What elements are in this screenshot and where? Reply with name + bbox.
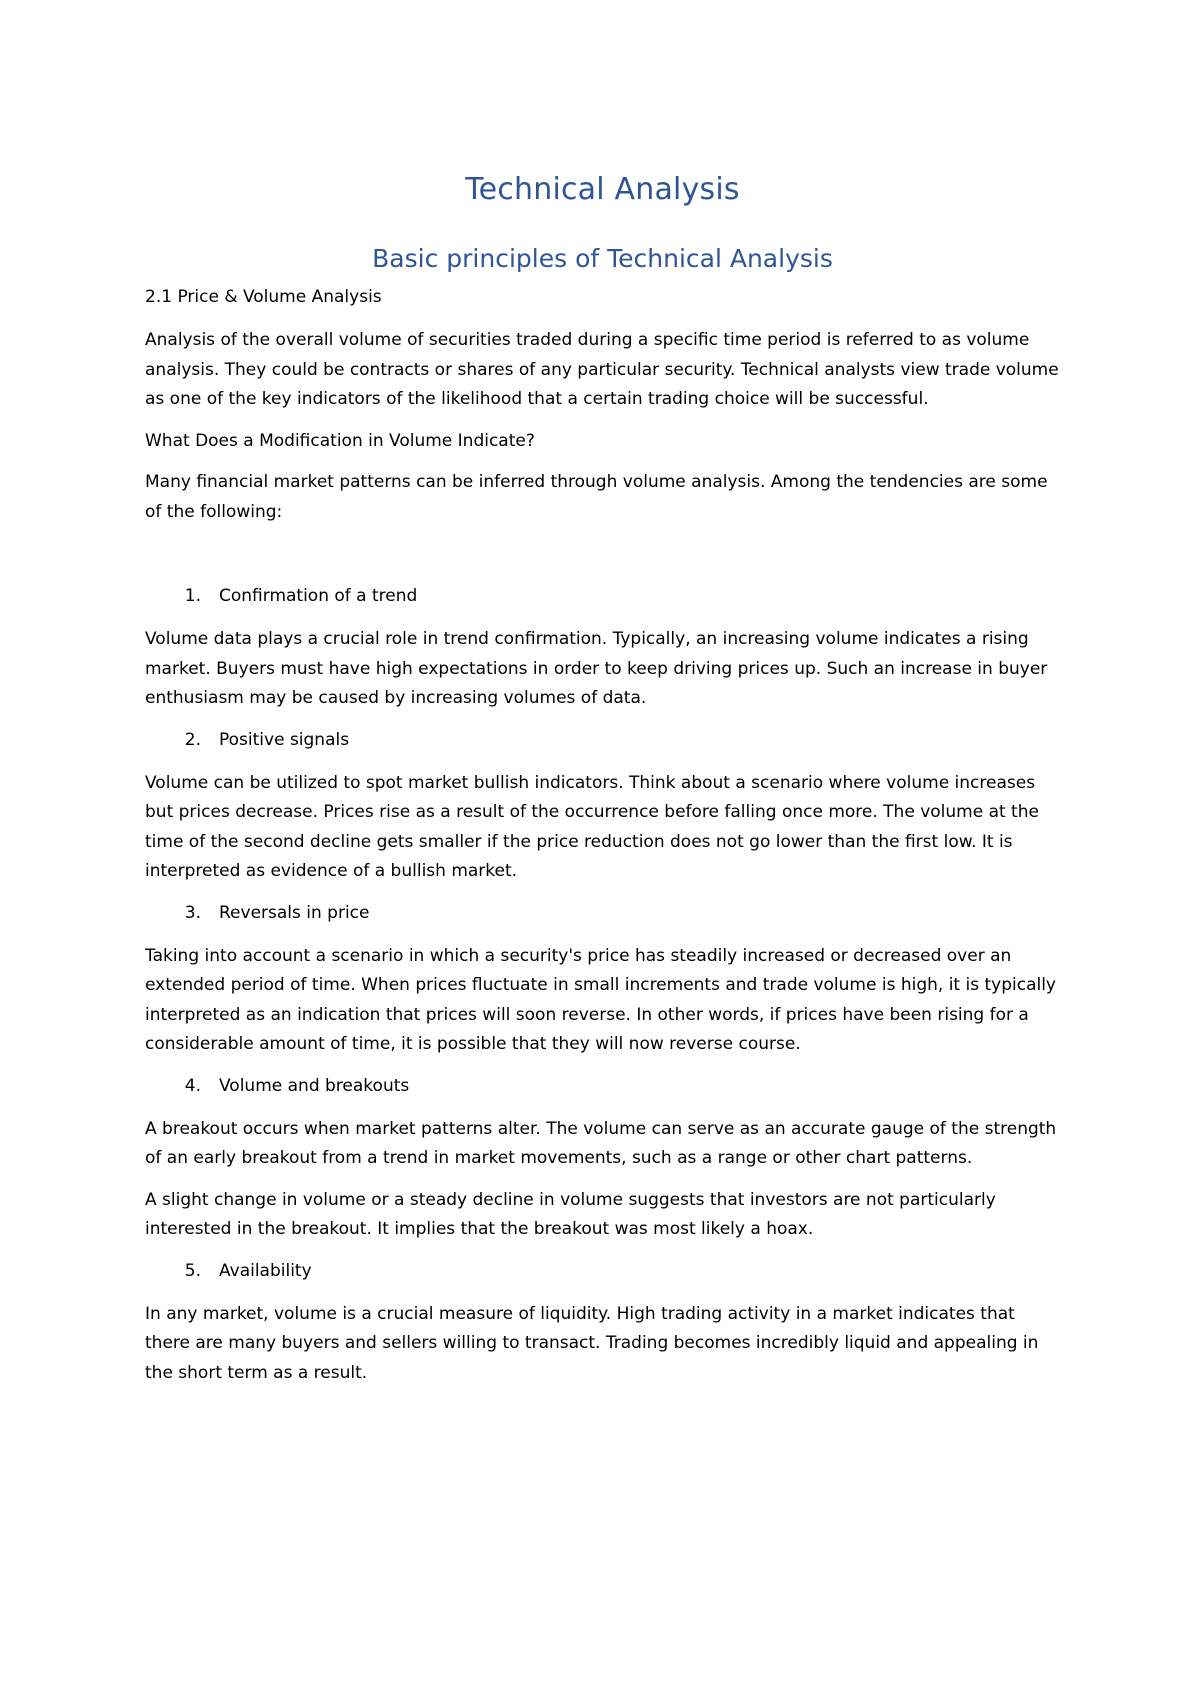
list-item-breakouts	[145, 1072, 1060, 1101]
patterns-paragraph: Many financial market patterns can be inferred through volume analysis. Among the tendencies are some of the following:	[145, 472, 1048, 522]
intro-paragraph: Analysis of the overall volume of securities traded during a specific time period is referred to as volume analysis. They could be contracts or shares of any particular security. Technical analysts view trade volume as one of the key indicators of the likelihood that a certain trading choice will be successful.	[145, 330, 1059, 409]
document-title: Technical Analysis	[465, 172, 740, 207]
list-item-confirmation	[145, 582, 1060, 611]
list-item-title: Positive signals	[219, 729, 350, 750]
list-item-title: Availability	[219, 1260, 312, 1281]
item-paragraph: Taking into account a scenario in which a security's price has steadily increased or decreased over an extended period of time. When prices fluctuate in small increments and trade volume is high, it is typically interpreted as an indication that prices will soon reverse. In other words, if prices have been rising for a considerable amount of time, it is possible that they will now reverse course.	[145, 945, 1056, 1054]
list-number: 5.	[184, 1260, 201, 1281]
item-paragraph: Volume can be utilized to spot market bullish indicators. Think about a scenario where volume increases but prices decrease. Prices rise as a result of the occurrence before falling once more. The volume at the time of the second decline gets smaller if the price reduction does not go lower than the first low. It is interpreted as evidence of a bullish market.	[145, 772, 1039, 881]
list-number: 3.	[184, 902, 201, 923]
item-paragraph: A breakout occurs when market patterns alter. The volume can serve as an accurate gauge of the strength of an early breakout from a trend in market movements, such as a range or other chart patterns.	[145, 1118, 1057, 1168]
list-item-reversals	[145, 899, 1060, 928]
list-item-title: Confirmation of a trend	[219, 586, 418, 606]
list-item-title: Reversals in price	[219, 902, 370, 923]
list-number: 4.	[184, 1075, 201, 1096]
list-item-title: Volume and breakouts	[219, 1075, 410, 1096]
list-number: 1.	[184, 586, 201, 606]
item-paragraph: A slight change in volume or a steady decline in volume suggests that investors are not particularly interested in the breakout. It implies that the breakout was most likely a hoax.	[145, 1189, 996, 1239]
document-subtitle: Basic principles of Technical Analysis	[372, 244, 833, 273]
section-heading: 2.1 Price & Volume Analysis	[145, 287, 382, 307]
list-item-availability	[145, 1257, 1060, 1286]
item-paragraph: Volume data plays a crucial role in trend confirmation. Typically, an increasing volume indicates a rising market. Buyers must have high expectations in order to keep driving prices up. Such an increase in buyer enthusiasm may be caused by increasing volumes of data.	[145, 629, 1048, 708]
item-paragraph: In any market, volume is a crucial measure of liquidity. High trading activity in a market indicates that there are many buyers and sellers willing to transact. Trading becomes incredibly liquid and appealing in the short term as a result.	[145, 1303, 1039, 1383]
list-item-positive-signals	[145, 726, 1060, 755]
question-line: What Does a Modification in Volume Indicate?	[145, 430, 535, 451]
list-number: 2.	[184, 729, 201, 750]
blank-line	[145, 527, 1060, 570]
